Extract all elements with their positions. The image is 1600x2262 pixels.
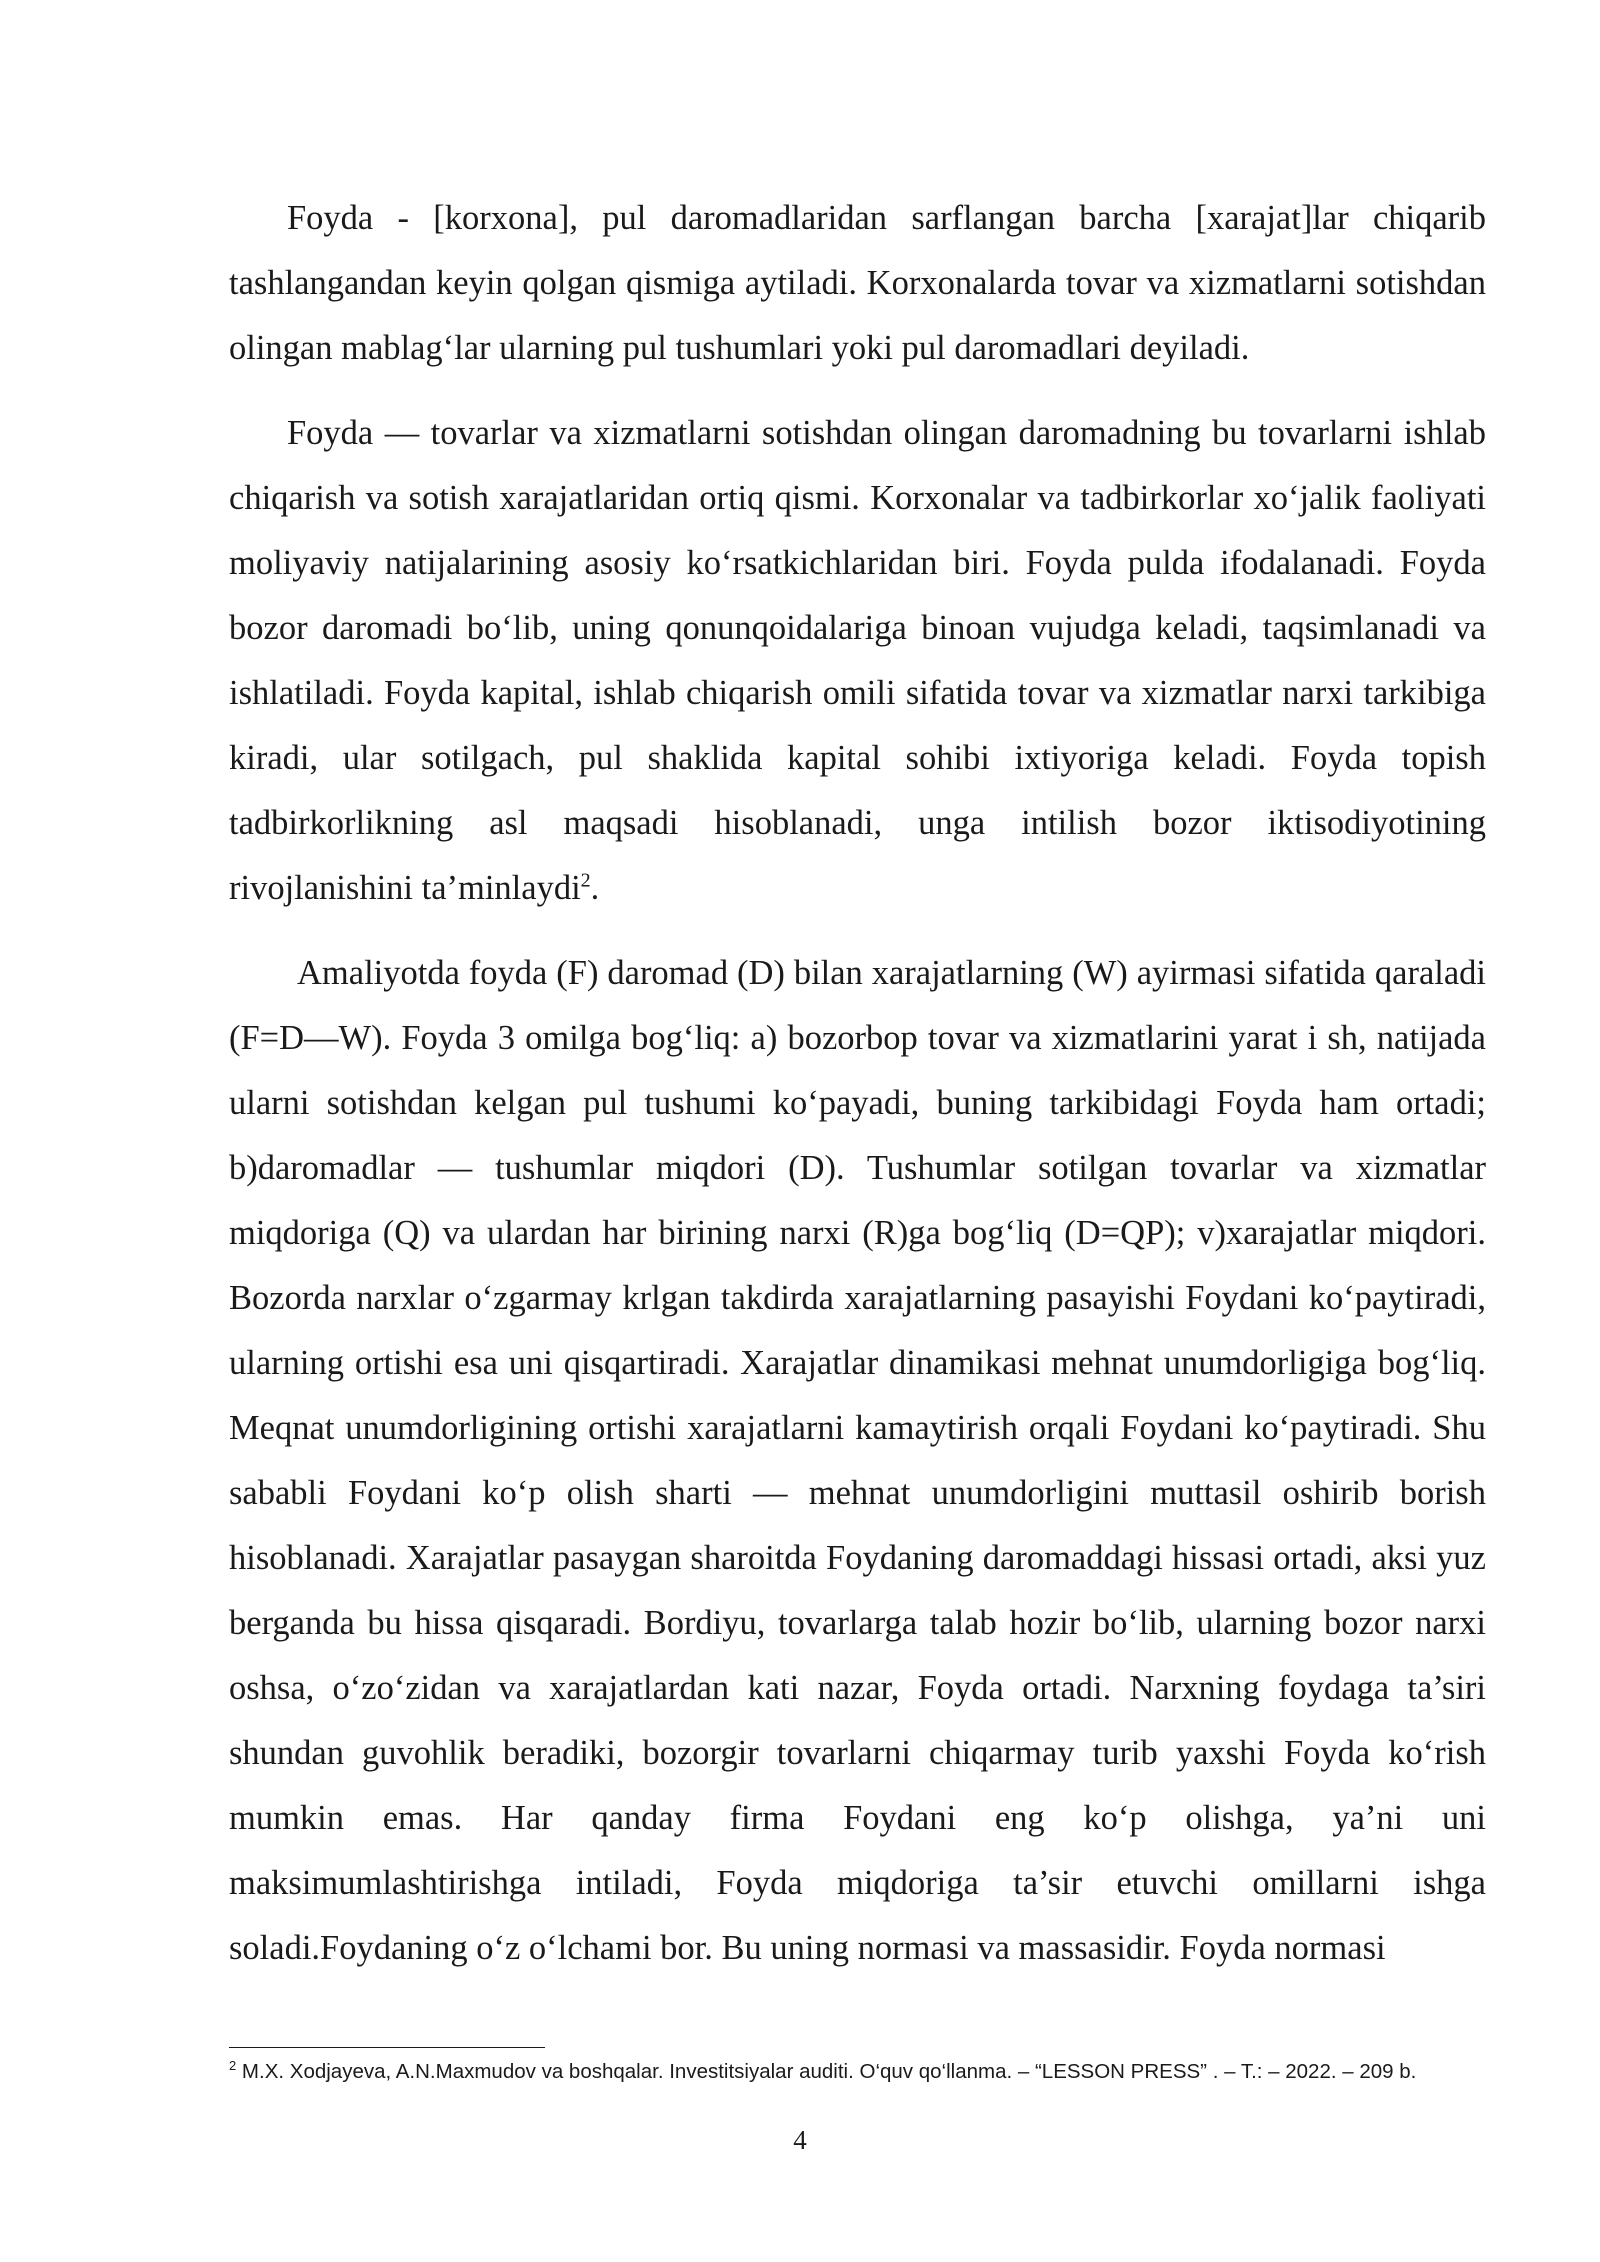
footnote-number: 2 [229,2058,237,2074]
paragraph-1 [229,186,1486,381]
paragraph-3-text: Amaliyotda foyda (F) daromad (D) bilan xarajatlarning (W) ayirmasi sifatida qaraladi (F=D—W). Foyda 3 omilga bog‘liq: a) bozorbop tovar va xizmatlarini yarat i sh, natijada ularni sotishdan kelgan pul tushumi ko‘payadi, buning tarkibidagi Foyda ham ortadi; b)daromadlar — tushumlar miqdori (D). Tushumlar sotilgan tovarlar va xizmatlar miqdoriga (Q) va ulardan har birining narxi (R)ga bog‘liq (D=QP); v)xarajatlar miqdori. Bozorda narxlar o‘zgarmay krlgan takdirda xarajatlarning pasayishi Foydani ko‘paytiradi, ularning ortishi esa uni qisqartiradi. Xarajatlar dinamikasi mehnat unumdorligiga bog‘liq. Meqnat unumdorligining ortishi xarajatlarni kamaytirish orqali Foydani ko‘paytiradi. Shu sababli Foydani ko‘p olish sharti — mehnat unumdorligini muttasil oshirib borish hisoblanadi. Xarajatlar pasaygan sharoitda Foydaning daromaddagi hissasi ortadi, aksi yuz berganda bu hissa qisqaradi. Bordiyu, tovarlarga talab hozir bo‘lib, ularning bozor narxi oshsa, o‘zo‘zidan va xarajatlardan kati nazar, Foyda ortadi. Narxning foydaga ta’siri shundan guvohlik beradiki, bozorgir tovarlarni chiqarmay turib yaxshi Foyda ko‘rish mumkin emas. Har qanday firma Foydani eng ko‘p olishga, ya’ni uni maksimumlashtirishga intiladi, Foyda miqdoriga ta’sir etuvchi omillarni ishga soladi.Foydaning o‘z o‘lchami bor. Bu uning normasi va massasidir. Foyda normasi [229,954,1486,1967]
paragraph-1-text: Foyda - [korxona], pul daromadlaridan sarflangan barcha [xarajat]lar chiqarib tashlangandan keyin qolgan qismiga aytiladi. Korxonalarda tovar va xizmatlarni sotishdan olingan mablag‘lar ularning pul tushumlari yoki pul daromadlari deyiladi. [229,199,1486,367]
paragraph-2-tail: . [590,869,600,907]
footnote [229,2055,1486,2088]
footnote-separator [229,2047,545,2048]
paragraph-2-text: Foyda — tovarlar va xizmatlarni sotishdan olingan daromadning bu tovarlarni ishlab chiqarish va sotish xarajatlaridan ortiq qismi. Korxonalar va tadbirkorlar xo‘jalik faoliyati moliyaviy natijalarining asosiy ko‘rsatkichlaridan biri. Foyda pulda ifodalanadi. Foyda bozor daromadi bo‘lib, uning qonunqoidalariga binoan vujudga keladi, taqsimlanadi va ishlatiladi. Foyda kapital, ishlab chiqarish omili sifatida tovar va xizmatlar narxi tarkibiga kiradi, ular sotilgach, pul shaklida kapital sohibi ixtiyoriga keladi. Foyda topish tadbirkorlikning asl maqsadi hisoblanadi, unga intilish bozor iktisodiyotining rivojlanishini ta’minlaydi [229,414,1486,907]
page-number: 4 [793,2125,807,2155]
footnote-reference[interactable]: 2 [580,869,591,892]
body-text [229,186,1486,2001]
footnote-text: M.X. Xodjayeva, A.N.Maxmudov va boshqalar. Investitsiyalar auditi. O‘quv qo‘llanma. – “LESSON PRESS” . – T.: – 2022. – 209 b. [236,2060,1417,2083]
paragraph-3 [229,941,1486,1981]
paragraph-2 [229,401,1486,921]
